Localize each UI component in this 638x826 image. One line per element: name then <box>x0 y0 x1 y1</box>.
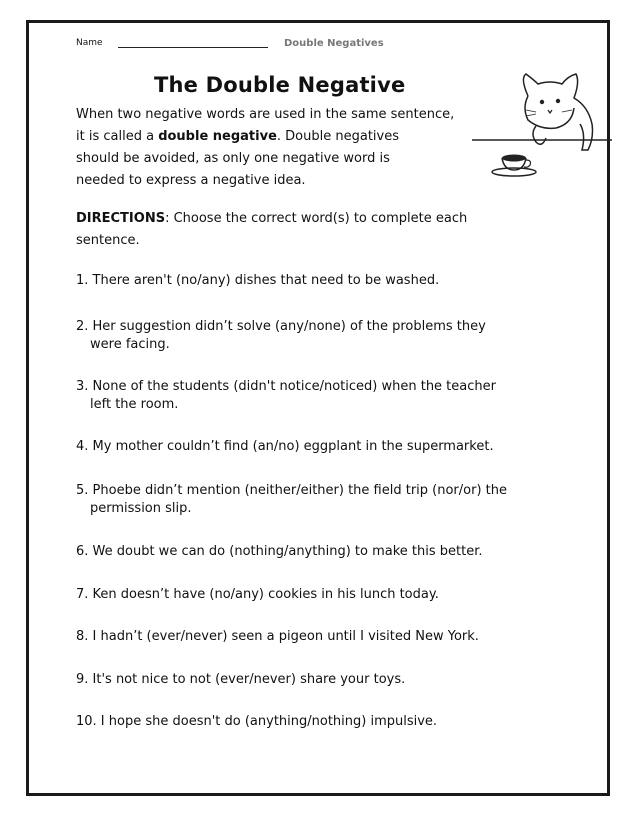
question-8 <box>76 628 556 646</box>
question-text: 6. We doubt we can do (nothing/anything) to make this better. <box>76 544 483 559</box>
intro-line-2b: . Double negatives <box>276 129 399 144</box>
cat-with-teacup-icon <box>470 68 612 180</box>
question-text: 10. I hope she doesn't do (anything/nothing) impulsive. <box>76 714 438 729</box>
question-text-cont: left the room. <box>90 397 179 412</box>
name-blank-line[interactable] <box>118 47 268 48</box>
directions-label: DIRECTIONS <box>76 211 166 226</box>
question-text: 7. Ken doesn’t have (no/any) cookies in his lunch today. <box>76 587 439 602</box>
name-row <box>76 38 476 52</box>
worksheet-topic: Double Negatives <box>284 38 384 49</box>
intro-paragraph <box>76 104 506 192</box>
directions-text-2: sentence. <box>76 233 140 248</box>
directions-text: : Choose the correct word(s) to complete each <box>165 211 468 226</box>
intro-line-2a: it is called a <box>76 129 159 144</box>
question-text: 1. There aren't (no/any) dishes that need to be washed. <box>76 273 440 288</box>
question-2 <box>76 318 556 354</box>
question-text-cont: were facing. <box>90 337 170 352</box>
question-text: 5. Phoebe didn’t mention (neither/either) the field trip (nor/or) the <box>76 483 507 498</box>
intro-line-3: should be avoided, as only one negative word is <box>76 151 390 166</box>
directions <box>76 208 536 252</box>
question-3 <box>76 378 556 414</box>
question-text: 2. Her suggestion didn’t solve (any/none) of the problems they <box>76 319 486 334</box>
page-title: The Double Negative <box>154 73 406 97</box>
question-7 <box>76 586 556 604</box>
question-5 <box>76 482 556 518</box>
question-text-cont: permission slip. <box>90 501 192 516</box>
intro-line-1: When two negative words are used in the same sentence, <box>76 107 455 122</box>
question-4 <box>76 438 556 456</box>
question-6 <box>76 543 556 561</box>
question-text: 4. My mother couldn’t find (an/no) eggplant in the supermarket. <box>76 439 494 454</box>
question-text: 3. None of the students (didn't notice/noticed) when the teacher <box>76 379 496 394</box>
intro-line-4: needed to express a negative idea. <box>76 173 306 188</box>
question-text: 8. I hadn’t (ever/never) seen a pigeon until I visited New York. <box>76 629 479 644</box>
question-9 <box>76 671 556 689</box>
question-text: 9. It's not nice to not (ever/never) share your toys. <box>76 672 406 687</box>
intro-bold-term: double negative <box>158 129 277 144</box>
question-1 <box>76 272 556 290</box>
question-10 <box>76 713 556 731</box>
name-label: Name <box>76 38 103 48</box>
